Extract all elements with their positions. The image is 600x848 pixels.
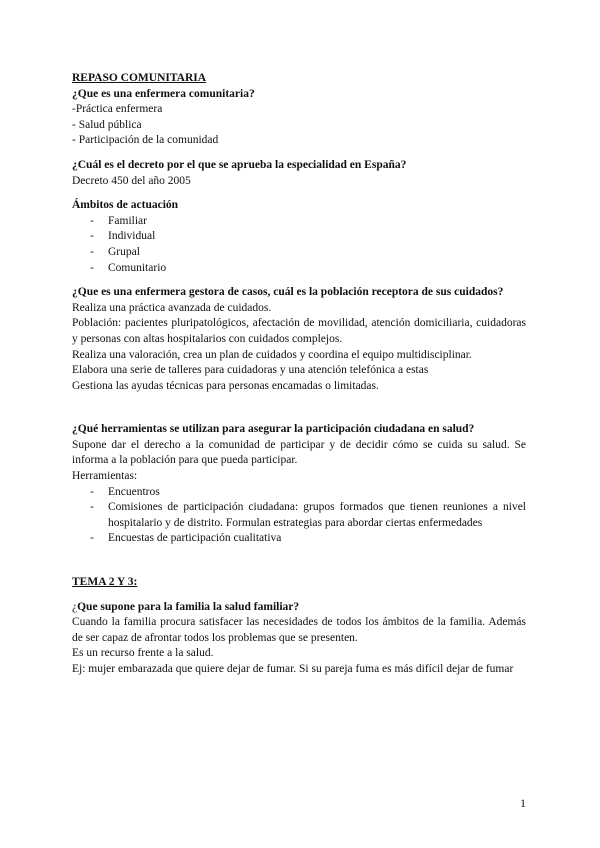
question-decreto: ¿Cuál es el decreto por el que se aprueba la especialidad en España?: [72, 158, 407, 171]
list-item: - Encuestas de participación cualitativa: [90, 532, 282, 545]
question-enfermera-comunitaria: ¿Que es una enfermera comunitaria?: [72, 87, 255, 100]
list-item: - Encuentros: [90, 485, 160, 498]
list-item: - Familiar: [90, 214, 147, 227]
list-item: - Comisiones de participación ciudadana: grupos formados que tienen reuniones a nivel hospitalario y de distrito. Formulan estrategias para abordar ciertas enfermedades: [90, 501, 526, 529]
answer-line: Es un recurso frente a la salud.: [72, 647, 214, 660]
answer-line: Elabora una serie de talleres para cuidadoras y una atención telefónica a estas: [72, 364, 429, 377]
document-body: [72, 71, 526, 678]
list-item: - Grupal: [90, 245, 140, 258]
list-item: - Comunitario: [90, 261, 167, 274]
question-salud-familiar: ¿Que supone para la familia la salud familiar?: [72, 600, 300, 613]
answer-decreto: Decreto 450 del año 2005: [72, 174, 191, 187]
answer-line: Realiza una práctica avanzada de cuidados.: [72, 301, 272, 314]
answer-line: - Salud pública: [72, 118, 142, 131]
page-number: 1: [520, 796, 526, 810]
answer-intro: Supone dar el derecho a la comunidad de participar y de decidir cómo se cuida su salud. Se informa a la población para que pueda participar.: [72, 438, 526, 467]
tools-label: Herramientas:: [72, 470, 138, 483]
answer-line: Población: pacientes pluripatológicos, afectación de movilidad, atención domiciliaria, cuidadoras y personas con altas hospitalarios con cuidados complejos.: [72, 317, 526, 345]
heading-ambitos: Ámbitos de actuación: [72, 199, 179, 212]
question-herramientas: ¿Qué herramientas se utilizan para asegurar la participación ciudadana en salud?: [72, 423, 475, 436]
herramientas-list: [72, 485, 526, 547]
answer-line: - Participación de la comunidad: [72, 134, 219, 147]
list-item: - Individual: [90, 230, 156, 243]
answer-line: Realiza una valoración, crea un plan de cuidados y coordina el equipo multidisciplinar.: [72, 348, 472, 361]
tema-title: TEMA 2 Y 3:: [72, 576, 138, 589]
ambitos-list: [72, 214, 526, 276]
answer-line: Cuando la familia procura satisfacer las necesidades de todos los ámbitos de la familia. Además de ser capaz de afrontar todos los problemas que se presenten.: [72, 616, 526, 644]
question-gestora-casos: ¿Que es una enfermera gestora de casos, cuál es la población receptora de sus cuidados?: [72, 286, 504, 299]
answer-line: Gestiona las ayudas técnicas para personas encamadas o limitadas.: [72, 379, 379, 392]
answer-line: Ej: mujer embarazada que quiere dejar de fumar. Si su pareja fuma es más difícil dejar de fumar: [72, 663, 514, 675]
answer-line: -Práctica enfermera: [72, 103, 163, 116]
document-title: REPASO COMUNITARIA: [72, 72, 207, 84]
